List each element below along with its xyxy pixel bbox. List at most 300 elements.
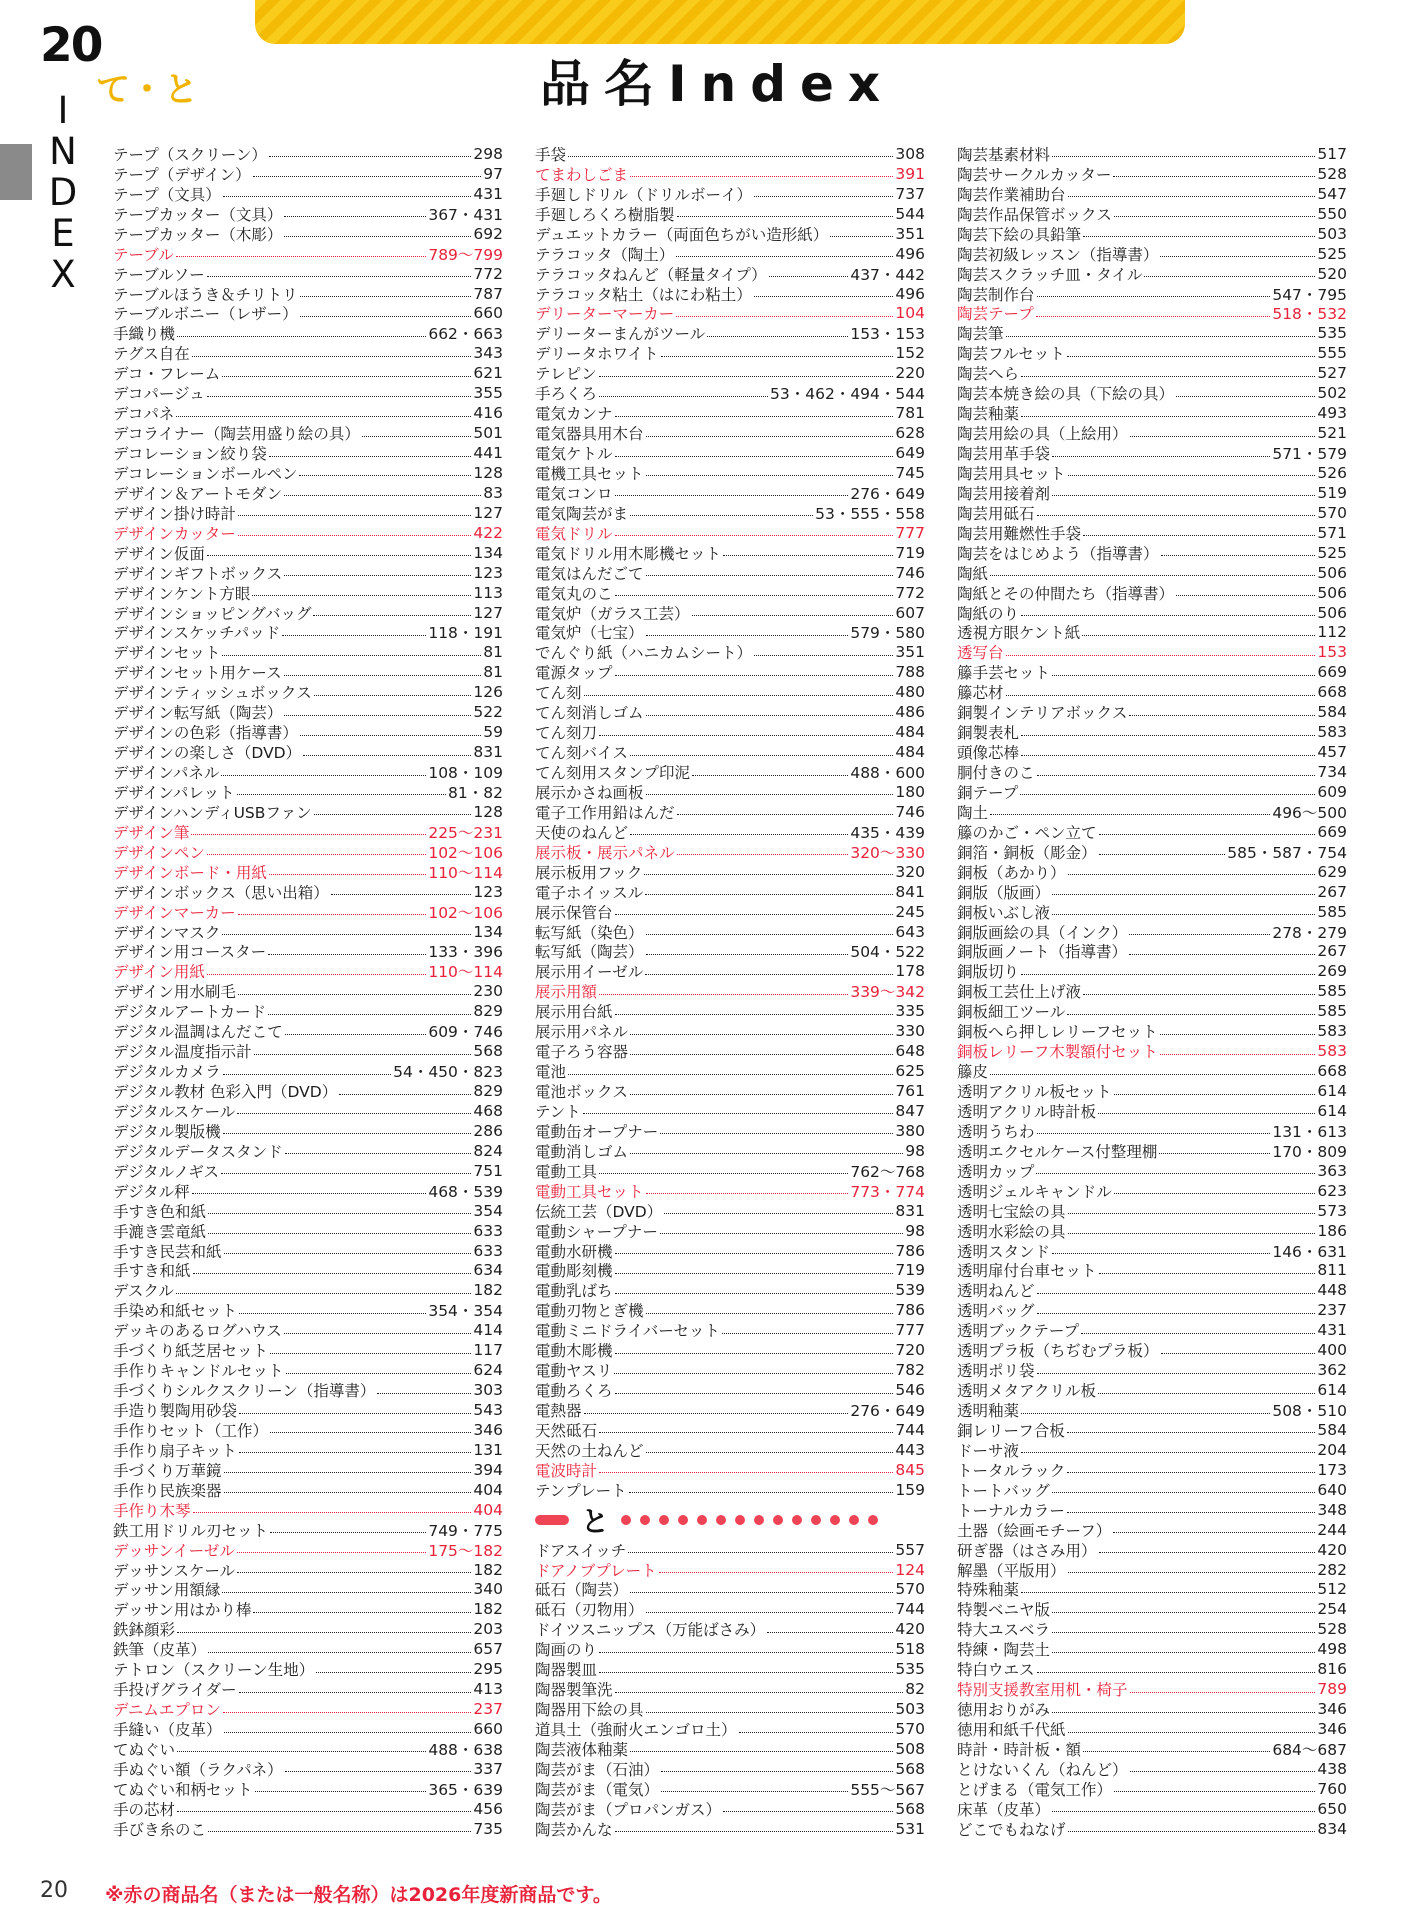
entry-name: 砥石（陶芸）	[535, 1581, 629, 1600]
index-side-tab	[0, 144, 32, 200]
index-entry	[535, 463, 925, 483]
dot-leader	[677, 216, 894, 217]
index-entry	[957, 1280, 1347, 1300]
index-entry	[113, 782, 503, 802]
entry-name: 電源タップ	[535, 664, 613, 683]
entry-name: 陶芸へら	[957, 365, 1020, 384]
dot-leader	[645, 894, 893, 895]
dot-leader	[754, 196, 893, 197]
dot-leader	[1159, 1153, 1270, 1154]
entry-name: デニムエプロン	[113, 1701, 221, 1720]
entry-name: デザイン筆	[113, 823, 190, 842]
entry-page: 244	[1317, 1520, 1347, 1539]
dot-leader	[237, 1552, 426, 1553]
entry-page: 628	[895, 424, 925, 443]
dot-leader	[223, 1074, 392, 1075]
dot-leader	[615, 495, 849, 496]
index-entry	[535, 1021, 925, 1041]
entry-name: 電動刃物とぎ機	[535, 1302, 644, 1321]
dot-leader	[1052, 456, 1270, 457]
entry-page: 744	[895, 1600, 925, 1619]
dot-leader	[1160, 1054, 1316, 1055]
entry-page: 531	[895, 1819, 925, 1838]
entry-page: 128	[473, 802, 503, 821]
index-entry	[113, 1500, 503, 1520]
index-entry	[957, 722, 1347, 742]
index-entry	[113, 1360, 503, 1380]
entry-name: 透明アクリル時計板	[957, 1102, 1097, 1121]
entry-name: テント	[535, 1102, 581, 1121]
entry-page: 237	[473, 1700, 503, 1719]
entry-page: 520	[1317, 264, 1347, 283]
entry-name: 手づくり紙芝居セット	[113, 1342, 269, 1361]
dot-leader	[646, 934, 894, 935]
dot-leader	[599, 1173, 848, 1174]
entry-name: 手縫い（皮革）	[113, 1721, 222, 1739]
index-entry	[957, 1739, 1347, 1759]
entry-page: 363	[1317, 1161, 1347, 1180]
index-entry	[113, 981, 503, 1001]
dot-leader	[1052, 1712, 1315, 1713]
entry-page: 484	[895, 723, 925, 742]
entry-name: てん刻刀	[535, 724, 598, 743]
dot-leader	[284, 236, 471, 237]
section-dot	[735, 1515, 745, 1525]
entry-name: 手作りセット（工作）	[113, 1421, 269, 1440]
index-entry	[535, 284, 925, 304]
entry-page: 570	[895, 1720, 925, 1739]
entry-page: 668	[1317, 683, 1347, 702]
entry-page: 182	[473, 1560, 503, 1579]
dot-leader	[269, 874, 426, 875]
dot-leader	[646, 1712, 894, 1713]
entry-name: 銅テープ	[957, 783, 1019, 802]
entry-name: 陶紙とその仲間たち（指導書）	[957, 584, 1175, 603]
entry-page: 441	[473, 444, 503, 463]
index-entry	[113, 1819, 503, 1839]
entry-page: 621	[473, 364, 503, 383]
entry-name: 電熱器	[535, 1402, 582, 1420]
entry-page: 420	[1317, 1540, 1347, 1559]
entry-page: 320	[895, 862, 925, 881]
entry-page: 178	[895, 962, 925, 981]
entry-name: 籐のかご・ペン立て	[957, 823, 1097, 842]
dot-leader	[1098, 1393, 1315, 1394]
entry-page: 634	[473, 1261, 503, 1280]
dot-leader	[1037, 296, 1271, 297]
entry-page: 501	[473, 424, 503, 443]
index-entry	[957, 343, 1347, 363]
entry-page: 98	[905, 1141, 925, 1160]
entry-page: 404	[473, 1480, 503, 1499]
entry-page: 102〜106	[428, 903, 503, 922]
entry-name: 透明七宝絵の具	[957, 1202, 1066, 1221]
dot-leader	[767, 1632, 893, 1633]
entry-page: 351	[895, 643, 925, 662]
entry-name: ドーサ液	[957, 1441, 1020, 1460]
index-entry	[113, 762, 503, 782]
entry-page: 657	[473, 1640, 503, 1659]
index-entry	[535, 1380, 925, 1400]
entry-page: 420	[895, 1620, 925, 1639]
dot-leader	[1037, 1313, 1316, 1314]
index-entry	[535, 184, 925, 204]
section-dot	[849, 1515, 859, 1525]
entry-page: 355	[473, 384, 503, 403]
entry-page: 643	[895, 922, 925, 941]
entry-page: 751	[473, 1161, 503, 1180]
entry-page: 117	[473, 1341, 503, 1360]
dot-leader	[221, 775, 426, 776]
index-entry	[535, 1061, 925, 1081]
dot-leader	[207, 276, 472, 277]
header-banner	[255, 0, 1185, 44]
index-entry	[535, 503, 925, 523]
entry-page: 496〜500	[1272, 803, 1347, 822]
index-entry	[535, 1599, 925, 1619]
index-entry	[957, 1599, 1347, 1619]
dot-leader	[1006, 695, 1316, 696]
index-entry	[535, 1280, 925, 1300]
entry-page: 484	[895, 743, 925, 762]
entry-name: テーブル	[113, 245, 174, 264]
dot-leader	[630, 755, 894, 756]
entry-page: 54・450・823	[393, 1063, 503, 1082]
index-entry	[535, 1759, 925, 1779]
dot-leader	[1129, 954, 1315, 955]
entry-page: 746	[895, 563, 925, 582]
dot-leader	[1081, 1333, 1315, 1334]
index-entry	[957, 563, 1347, 583]
index-entry	[113, 1520, 503, 1540]
index-entry	[535, 782, 925, 802]
entry-page: 521	[1317, 424, 1347, 443]
dot-leader	[284, 715, 471, 716]
index-entry	[113, 922, 503, 942]
dot-leader	[660, 1133, 893, 1134]
entry-name: 陶芸釉薬	[957, 405, 1020, 424]
dot-leader	[1068, 874, 1316, 875]
dot-leader	[1068, 475, 1316, 476]
entry-name: 電動ろくろ	[535, 1382, 613, 1401]
index-entry	[113, 961, 503, 981]
index-entry	[535, 164, 925, 184]
entry-page: 557	[895, 1540, 925, 1559]
index-entry	[113, 1081, 503, 1101]
index-entry	[957, 1041, 1347, 1061]
entry-page: 152	[895, 344, 925, 363]
index-entry	[535, 742, 925, 762]
entry-name: 解墨（平版用）	[957, 1561, 1066, 1580]
entry-name: デザインケント方眼	[113, 584, 251, 603]
entry-name: テープ（文具）	[113, 185, 221, 204]
entry-name: 陶紙のり	[957, 604, 1020, 623]
index-entry	[957, 862, 1347, 882]
dot-leader	[269, 456, 472, 457]
index-entry	[535, 1320, 925, 1340]
entry-name: 手廻しろくろ樹脂製	[535, 205, 675, 224]
dot-leader	[192, 356, 472, 357]
dot-leader	[646, 475, 894, 476]
entry-name: 銅板（あかり）	[957, 863, 1066, 882]
index-entry	[535, 343, 925, 363]
entry-page: 787	[473, 284, 503, 303]
entry-page: 519	[1317, 483, 1347, 502]
dot-leader	[314, 814, 472, 815]
dot-leader	[1129, 715, 1315, 716]
entry-name: テトロン（スクリーン生地）	[113, 1661, 315, 1680]
index-entry	[113, 1580, 503, 1600]
entry-name: 徳用和紙千代紙	[957, 1721, 1066, 1739]
entry-name: デザインギフトボックス	[113, 564, 283, 583]
entry-page: 81	[483, 643, 503, 662]
entry-name: デザインパレット	[113, 783, 235, 802]
index-entry	[957, 822, 1347, 842]
index-entry	[957, 1021, 1347, 1041]
dot-leader	[1021, 735, 1315, 736]
index-entry	[535, 1360, 925, 1380]
entry-page: 829	[473, 1082, 503, 1101]
entry-page: 308	[895, 144, 925, 163]
dot-leader	[990, 814, 1270, 815]
index-entry	[113, 1619, 503, 1639]
entry-page: 760	[1317, 1779, 1347, 1798]
entry-name: 透明釉薬	[957, 1402, 1020, 1420]
dot-leader	[1130, 436, 1316, 437]
entry-page: 734	[1317, 763, 1347, 782]
entry-name: 銅箔・銅板（彫金）	[957, 843, 1097, 862]
entry-page: 435・439	[850, 823, 925, 842]
index-entry	[113, 204, 503, 224]
dot-leader	[254, 1054, 472, 1055]
entry-name: 陶芸をはじめよう（指導書）	[957, 544, 1159, 563]
entry-page: 772	[473, 264, 503, 283]
index-entry	[113, 662, 503, 682]
entry-page: 502	[1317, 384, 1347, 403]
index-letter: E	[51, 212, 75, 255]
dot-leader	[1129, 934, 1270, 935]
dot-leader	[255, 1791, 427, 1792]
entry-name: てまわしごま	[535, 165, 629, 184]
entry-name: 鉄鉢顔彩	[113, 1621, 176, 1640]
entry-page: 104	[895, 304, 925, 323]
index-entry	[535, 902, 925, 922]
entry-page: 650	[1317, 1799, 1347, 1818]
dot-leader	[614, 1373, 893, 1374]
entry-page: 182	[473, 1600, 503, 1619]
entry-page: 339〜342	[850, 983, 925, 1002]
entry-name: 透明カップ	[957, 1162, 1035, 1181]
entry-name: 陶芸作品保管ボックス	[957, 205, 1112, 224]
entry-name: 銅版（版画）	[957, 883, 1051, 902]
index-entry	[535, 563, 925, 583]
section-label: と	[581, 1504, 610, 1538]
entry-page: 496	[895, 284, 925, 303]
index-entry	[535, 1141, 925, 1161]
entry-page: 781	[895, 404, 925, 423]
index-entry	[957, 1201, 1347, 1221]
entry-page: 744	[895, 1420, 925, 1439]
dot-leader	[1068, 1831, 1316, 1832]
entry-name: 手袋	[535, 145, 567, 164]
entry-name: テーブルソー	[113, 265, 205, 284]
entry-page: 204	[1317, 1440, 1347, 1459]
entry-page: 546	[895, 1381, 925, 1400]
index-entry	[535, 1001, 925, 1021]
dot-leader	[193, 1512, 472, 1513]
index-entry	[957, 662, 1347, 682]
entry-page: 719	[895, 543, 925, 562]
entry-page: 629	[1317, 862, 1347, 881]
dot-leader	[1176, 396, 1315, 397]
entry-page: 841	[895, 882, 925, 901]
dot-leader	[615, 914, 894, 915]
index-entry	[957, 1001, 1347, 1021]
index-entry	[113, 1480, 503, 1500]
dot-leader	[1068, 1572, 1316, 1573]
index-entry	[957, 583, 1347, 603]
dot-leader	[630, 1034, 893, 1035]
entry-page: 607	[895, 603, 925, 622]
entry-page: 518・532	[1272, 305, 1347, 324]
entry-page: 614	[1317, 1101, 1347, 1120]
dot-leader	[630, 1592, 893, 1593]
section-dot	[868, 1515, 878, 1525]
dot-leader	[1068, 1213, 1316, 1214]
index-entry	[957, 1320, 1347, 1340]
entry-page: 53・555・558	[815, 504, 925, 523]
entry-page: 829	[473, 1002, 503, 1021]
dot-leader	[269, 156, 471, 157]
dot-leader	[177, 336, 426, 337]
index-entry	[113, 1540, 503, 1560]
dot-leader	[285, 1153, 472, 1154]
index-entry	[535, 1799, 925, 1819]
entry-page: 788	[895, 663, 925, 682]
entry-page: 720	[895, 1341, 925, 1360]
entry-page: 330	[895, 1022, 925, 1041]
entry-page: 585・587・754	[1227, 843, 1347, 862]
section-dot	[811, 1515, 821, 1525]
entry-name: デッサンスケール	[113, 1561, 236, 1580]
entry-name: 銅板へら押しレリーフセット	[957, 1023, 1158, 1042]
dot-leader	[1052, 156, 1315, 157]
dot-leader	[1052, 1612, 1315, 1613]
entry-page: 550	[1317, 204, 1347, 223]
entry-page: 568	[895, 1759, 925, 1778]
index-entry	[113, 802, 503, 822]
entry-name: 陶芸用具セット	[957, 464, 1066, 483]
dot-leader	[630, 176, 893, 177]
index-entry	[957, 1380, 1347, 1400]
entry-name: デスクル	[113, 1282, 174, 1301]
index-entry	[113, 144, 503, 164]
dot-leader	[646, 1452, 894, 1453]
entry-name: テープカッター（文具）	[113, 205, 283, 224]
index-entry	[957, 483, 1347, 503]
dot-leader	[1021, 376, 1315, 377]
index-entry	[535, 1460, 925, 1480]
entry-name: 銅板工芸仕上げ液	[957, 983, 1082, 1002]
index-entry	[113, 1679, 503, 1699]
entry-page: 614	[1317, 1082, 1347, 1101]
entry-page: 404	[473, 1500, 503, 1519]
dot-leader	[1036, 1173, 1315, 1174]
entry-page: 110〜114	[428, 963, 503, 982]
entry-name: 電気器具用木台	[535, 425, 644, 444]
index-entry	[957, 1759, 1347, 1779]
entry-page: 503	[895, 1700, 925, 1719]
entry-name: デジタルノギス	[113, 1162, 220, 1181]
index-entry	[113, 1181, 503, 1201]
entry-page: 789	[1317, 1680, 1347, 1699]
index-entry	[535, 304, 925, 324]
index-entry	[535, 363, 925, 383]
entry-name: 手ろくろ	[535, 385, 598, 404]
entry-page: 749・775	[428, 1521, 503, 1540]
dot-leader	[599, 376, 894, 377]
entry-name: 頭像芯棒	[957, 744, 1020, 763]
entry-page: 118・191	[428, 624, 503, 643]
entry-name: 電池	[535, 1063, 567, 1082]
dot-leader	[754, 655, 893, 656]
entry-page: 503	[1317, 224, 1347, 243]
entry-page: 544	[895, 204, 925, 223]
entry-name: テンプレート	[535, 1481, 627, 1500]
entry-page: 508・510	[1272, 1402, 1347, 1420]
entry-page: 786	[895, 1241, 925, 1260]
index-entry	[957, 1161, 1347, 1181]
entry-name: 銅板いぶし液	[957, 903, 1051, 922]
entry-name: 籐手芸セット	[957, 664, 1051, 683]
index-entry	[113, 902, 503, 922]
index-entry	[957, 1181, 1347, 1201]
entry-page: 649	[895, 444, 925, 463]
entry-page: 527	[1317, 364, 1347, 383]
dot-leader	[1068, 1233, 1316, 1234]
entry-name: デッサン用はかり棒	[113, 1601, 252, 1620]
entry-name: デザインパネル	[113, 764, 220, 782]
entry-name: 電動ヤスリ	[535, 1362, 613, 1381]
entry-name: デザイン＆アートモダン	[113, 484, 283, 503]
index-entry	[113, 1201, 503, 1221]
index-entry	[957, 363, 1347, 383]
entry-name: 電気陶芸がま	[535, 504, 629, 523]
index-entry	[957, 184, 1347, 204]
entry-page: 380	[895, 1121, 925, 1140]
entry-page: 539	[895, 1281, 925, 1300]
index-entry	[957, 961, 1347, 981]
entry-page: 773・774	[850, 1182, 925, 1201]
dot-leader	[722, 1333, 893, 1334]
entry-name: テーブルほうき＆チリトリ	[113, 285, 298, 304]
entry-name: 陶器製筆洗	[535, 1681, 613, 1700]
entry-name: 手織り機	[113, 325, 176, 344]
dot-leader	[1068, 1732, 1316, 1733]
footer-page-number: 20	[40, 1878, 68, 1903]
entry-page: 431	[473, 184, 503, 203]
section-dot	[535, 1515, 569, 1525]
dot-leader	[208, 1831, 471, 1832]
entry-name: てぬぐい	[113, 1740, 176, 1759]
dot-leader	[222, 655, 481, 656]
index-entry	[957, 942, 1347, 962]
entry-name: 鉄工用ドリル刃セット	[113, 1521, 269, 1540]
dot-leader	[207, 555, 471, 556]
index-entry	[957, 702, 1347, 722]
entry-name: デザインボード・用紙	[113, 863, 267, 882]
entry-name: 陶芸制作台	[957, 285, 1035, 304]
